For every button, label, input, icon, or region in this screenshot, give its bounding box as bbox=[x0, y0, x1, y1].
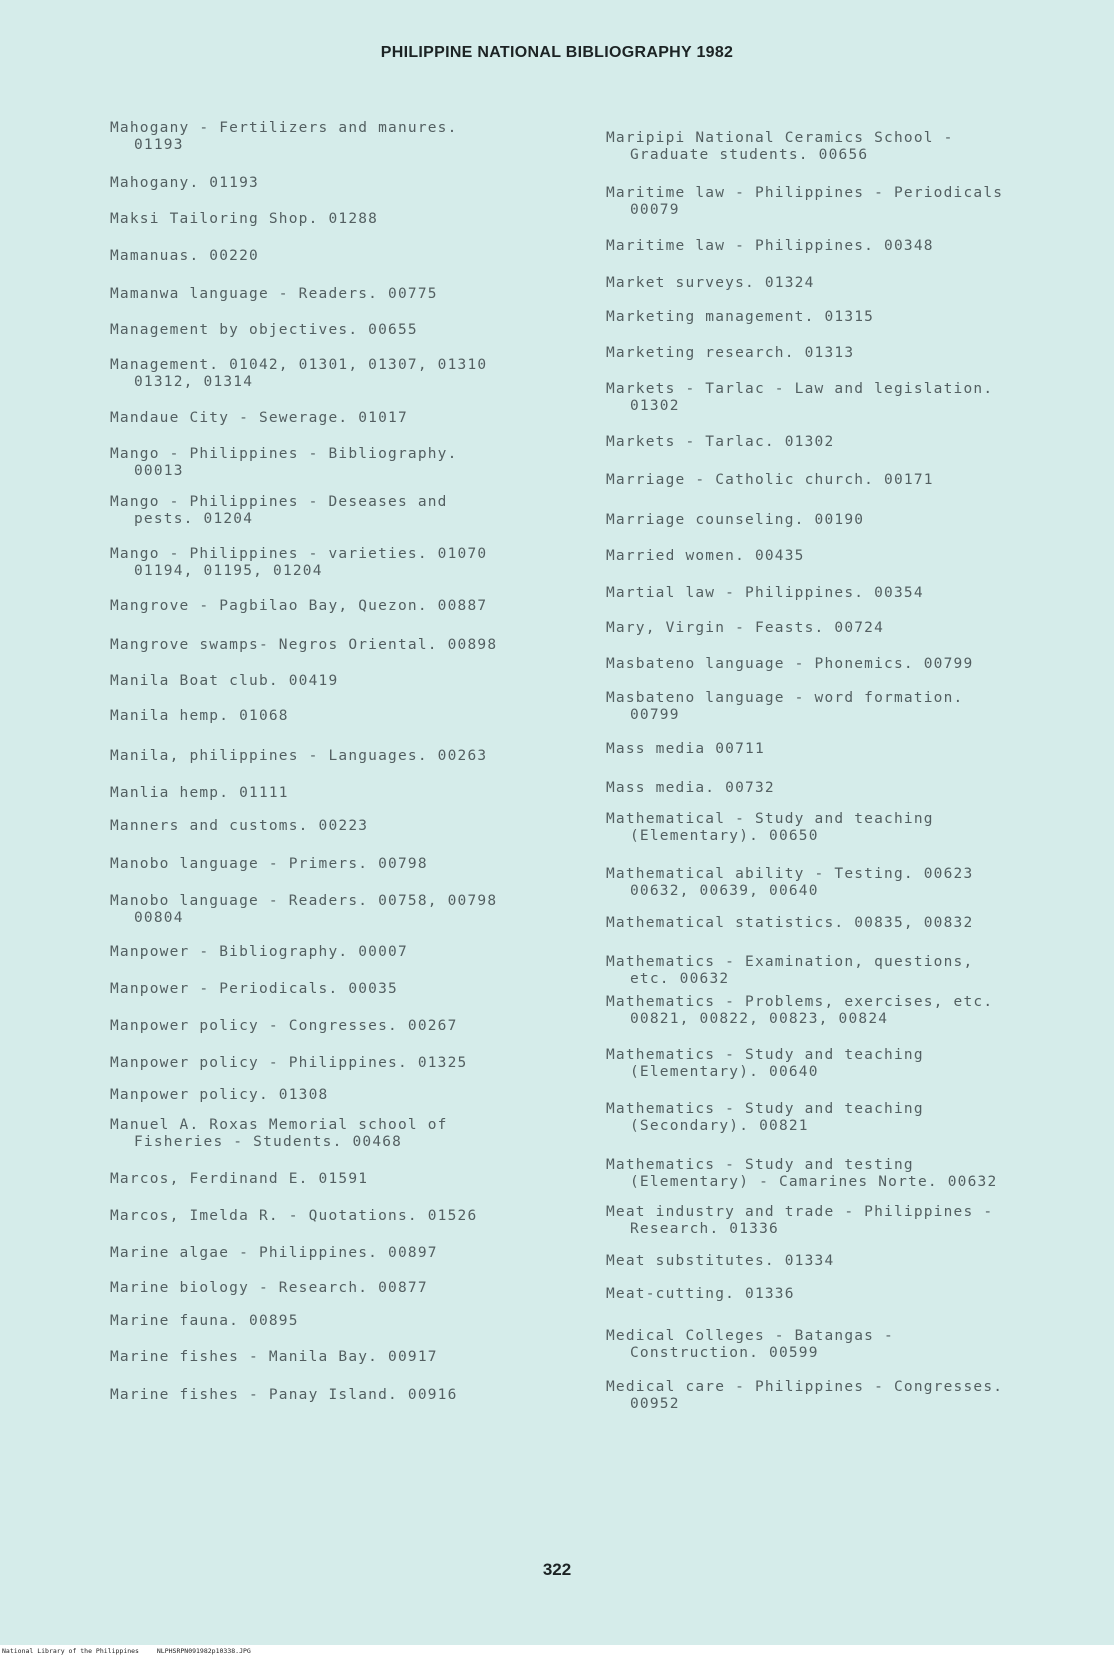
entry-heading: Mango - Philippines - Deseases and bbox=[110, 494, 448, 510]
entry-continuation: 01312, 01314 bbox=[134, 374, 254, 390]
index-entry bbox=[606, 1204, 993, 1238]
index-entry bbox=[606, 866, 973, 900]
index-entry bbox=[110, 1055, 467, 1072]
entry-continuation: 00804 bbox=[134, 910, 184, 926]
index-entry bbox=[110, 673, 338, 690]
entry-heading: Mangrove - Pagbilao Bay, Quezon. 00887 bbox=[110, 598, 488, 614]
entry-continuation: Graduate students. 00656 bbox=[630, 147, 869, 163]
entry-continuation: 00013 bbox=[134, 463, 184, 479]
index-entry bbox=[606, 780, 775, 797]
entry-heading: Maritime law - Philippines. 00348 bbox=[606, 238, 934, 254]
index-entry bbox=[110, 1117, 448, 1151]
entry-heading: Mathematics - Problems, exercises, etc. bbox=[606, 994, 994, 1010]
index-entry bbox=[110, 1018, 458, 1035]
index-entry bbox=[110, 494, 448, 528]
entry-continuation: 00952 bbox=[630, 1396, 680, 1412]
index-entry bbox=[110, 322, 418, 339]
index-entry bbox=[110, 818, 368, 835]
index-entry bbox=[606, 656, 973, 673]
entry-continuation: (Elementary). 00640 bbox=[630, 1064, 819, 1080]
entry-continuation: pests. 01204 bbox=[134, 511, 254, 527]
entry-heading: Manpower - Periodicals. 00035 bbox=[110, 981, 398, 997]
entry-heading: Meat-cutting. 01336 bbox=[606, 1286, 795, 1302]
entry-continuation: 00821, 00822, 00823, 00824 bbox=[630, 1011, 889, 1027]
entry-heading: Mass media 00711 bbox=[606, 741, 765, 757]
index-entry bbox=[606, 1286, 795, 1303]
index-entry bbox=[110, 981, 398, 998]
entry-heading: Manila, philippines - Languages. 00263 bbox=[110, 748, 488, 764]
entry-heading: Manlia hemp. 01111 bbox=[110, 785, 289, 801]
index-entry bbox=[606, 548, 805, 565]
entry-heading: Married women. 00435 bbox=[606, 548, 805, 564]
index-entry bbox=[606, 381, 993, 415]
index-entry bbox=[110, 1313, 299, 1330]
entry-heading: Manpower policy - Congresses. 00267 bbox=[110, 1018, 458, 1034]
entry-continuation: 00632, 00639, 00640 bbox=[630, 883, 819, 899]
footer-filename: NLPHSRPN091982p10338.JPG bbox=[156, 1647, 251, 1655]
entry-continuation: 00079 bbox=[630, 202, 680, 218]
entry-heading: Mathematical ability - Testing. 00623 bbox=[606, 866, 974, 882]
index-entry bbox=[110, 637, 497, 654]
index-entry bbox=[606, 690, 963, 724]
index-entry bbox=[110, 1208, 477, 1225]
entry-continuation: (Elementary) - Camarines Norte. 00632 bbox=[630, 1174, 998, 1190]
entry-heading: Mathematical statistics. 00835, 00832 bbox=[606, 915, 974, 931]
entry-heading: Mamanwa language - Readers. 00775 bbox=[110, 286, 438, 302]
entry-heading: Mathematics - Study and testing bbox=[606, 1157, 914, 1173]
entry-heading: Marketing management. 01315 bbox=[606, 309, 875, 325]
index-entry bbox=[606, 238, 934, 255]
index-entry bbox=[110, 175, 259, 192]
footer bbox=[0, 1645, 1114, 1658]
index-entry bbox=[110, 1171, 368, 1188]
entry-heading: Manpower - Bibliography. 00007 bbox=[110, 944, 408, 960]
entry-heading: Marcos, Imelda R. - Quotations. 01526 bbox=[110, 1208, 478, 1224]
entry-heading: Meat substitutes. 01334 bbox=[606, 1253, 835, 1269]
index-entry bbox=[110, 708, 289, 725]
index-entry bbox=[110, 785, 289, 802]
index-entry bbox=[110, 598, 487, 615]
index-entry bbox=[110, 893, 497, 927]
entry-heading: Maritime law - Philippines - Periodicals bbox=[606, 185, 1004, 201]
entry-heading: Medical Colleges - Batangas - bbox=[606, 1328, 894, 1344]
entry-heading: Medical care - Philippines - Congresses. bbox=[606, 1379, 1004, 1395]
index-entry bbox=[110, 1245, 438, 1262]
entry-heading: Mass media. 00732 bbox=[606, 780, 775, 796]
entry-heading: Mathematical - Study and teaching bbox=[606, 811, 934, 827]
index-entry bbox=[110, 1387, 458, 1404]
page-number: 322 bbox=[542, 1560, 572, 1579]
entry-heading: Mango - Philippines - Bibliography. bbox=[110, 446, 458, 462]
index-entry bbox=[606, 512, 864, 529]
index-entry bbox=[606, 811, 934, 845]
entry-heading: Marcos, Ferdinand E. 01591 bbox=[110, 1171, 369, 1187]
entry-heading: Mamanuas. 00220 bbox=[110, 248, 259, 264]
entry-continuation: Research. 01336 bbox=[630, 1221, 779, 1237]
index-entry bbox=[110, 410, 408, 427]
entry-heading: Marine fishes - Manila Bay. 00917 bbox=[110, 1349, 438, 1365]
index-entry bbox=[110, 546, 487, 580]
index-entry bbox=[110, 1087, 328, 1104]
index-entry bbox=[606, 1328, 894, 1362]
entry-heading: Martial law - Philippines. 00354 bbox=[606, 585, 924, 601]
index-entry bbox=[606, 434, 834, 451]
index-entry bbox=[110, 856, 428, 873]
entry-heading: Manpower policy - Philippines. 01325 bbox=[110, 1055, 468, 1071]
entry-heading: Manobo language - Readers. 00758, 00798 bbox=[110, 893, 498, 909]
entry-heading: Masbateno language - Phonemics. 00799 bbox=[606, 656, 974, 672]
entry-heading: Mary, Virgin - Feasts. 00724 bbox=[606, 620, 885, 636]
index-entry bbox=[606, 472, 934, 489]
index-entry bbox=[110, 1280, 428, 1297]
index-entry bbox=[110, 357, 487, 391]
entry-heading: Markets - Tarlac - Law and legislation. bbox=[606, 381, 994, 397]
index-entry bbox=[110, 248, 259, 265]
entry-continuation: 00799 bbox=[630, 707, 680, 723]
index-entry bbox=[606, 620, 884, 637]
entry-heading: Mangrove swamps- Negros Oriental. 00898 bbox=[110, 637, 498, 653]
entry-heading: Markets - Tarlac. 01302 bbox=[606, 434, 835, 450]
index-entry bbox=[606, 275, 815, 292]
entry-heading: Management. 01042, 01301, 01307, 01310 bbox=[110, 357, 488, 373]
page-title: PHILIPPINE NATIONAL BIBLIOGRAPHY 1982 bbox=[380, 44, 734, 61]
entry-heading: Manpower policy. 01308 bbox=[110, 1087, 329, 1103]
index-entry bbox=[606, 1379, 1003, 1413]
index-entry bbox=[606, 585, 924, 602]
entry-heading: Mahogany - Fertilizers and manures. bbox=[110, 120, 458, 136]
index-entry bbox=[606, 185, 1003, 219]
entry-continuation: (Elementary). 00650 bbox=[630, 828, 819, 844]
entry-continuation: (Secondary). 00821 bbox=[630, 1118, 809, 1134]
entry-heading: Mathematics - Study and teaching bbox=[606, 1101, 924, 1117]
entry-heading: Manuel A. Roxas Memorial school of bbox=[110, 1117, 448, 1133]
index-entry bbox=[110, 944, 408, 961]
entry-heading: Marriage - Catholic church. 00171 bbox=[606, 472, 934, 488]
entry-heading: Mathematics - Study and teaching bbox=[606, 1047, 924, 1063]
entry-heading: Marine fauna. 00895 bbox=[110, 1313, 299, 1329]
entry-continuation: Fisheries - Students. 00468 bbox=[134, 1134, 403, 1150]
entry-heading: Management by objectives. 00655 bbox=[110, 322, 418, 338]
entry-heading: Manila hemp. 01068 bbox=[110, 708, 289, 724]
entry-continuation: 01302 bbox=[630, 398, 680, 414]
index-entry bbox=[606, 1253, 834, 1270]
index-entry bbox=[606, 954, 973, 988]
index-entry bbox=[110, 1349, 438, 1366]
index-entry bbox=[606, 309, 874, 326]
footer-library: National Library of the Philippines bbox=[2, 1647, 139, 1655]
entry-heading: Mango - Philippines - varieties. 01070 bbox=[110, 546, 488, 562]
entry-heading: Manila Boat club. 00419 bbox=[110, 673, 339, 689]
entry-heading: Mahogany. 01193 bbox=[110, 175, 259, 191]
entry-heading: Marine algae - Philippines. 00897 bbox=[110, 1245, 438, 1261]
entry-heading: Maksi Tailoring Shop. 01288 bbox=[110, 211, 379, 227]
entry-heading: Marketing research. 01313 bbox=[606, 345, 855, 361]
index-entry bbox=[110, 286, 438, 303]
index-entry bbox=[110, 446, 458, 480]
entry-heading: Meat industry and trade - Philippines - bbox=[606, 1204, 994, 1220]
entry-continuation: etc. 00632 bbox=[630, 971, 730, 987]
index-entry bbox=[606, 994, 993, 1028]
index-entry bbox=[110, 120, 458, 154]
index-entry bbox=[606, 1047, 924, 1081]
entry-heading: Masbateno language - word formation. bbox=[606, 690, 964, 706]
entry-heading: Marriage counseling. 00190 bbox=[606, 512, 865, 528]
entry-heading: Marine fishes - Panay Island. 00916 bbox=[110, 1387, 458, 1403]
entry-heading: Manners and customs. 00223 bbox=[110, 818, 369, 834]
entry-continuation: 01194, 01195, 01204 bbox=[134, 563, 323, 579]
index-entry bbox=[606, 345, 854, 362]
entry-heading: Mathematics - Examination, questions, bbox=[606, 954, 974, 970]
index-entry bbox=[606, 130, 954, 164]
entry-heading: Marine biology - Research. 00877 bbox=[110, 1280, 428, 1296]
index-entry bbox=[110, 748, 487, 765]
index-entry bbox=[606, 741, 765, 758]
index-entry bbox=[606, 915, 973, 932]
entry-heading: Market surveys. 01324 bbox=[606, 275, 815, 291]
index-entry bbox=[110, 211, 378, 228]
index-entry bbox=[606, 1157, 997, 1191]
entry-heading: Maripipi National Ceramics School - bbox=[606, 130, 954, 146]
entry-continuation: 01193 bbox=[134, 137, 184, 153]
index-entry bbox=[606, 1101, 924, 1135]
entry-heading: Mandaue City - Sewerage. 01017 bbox=[110, 410, 408, 426]
entry-continuation: Construction. 00599 bbox=[630, 1345, 819, 1361]
entry-heading: Manobo language - Primers. 00798 bbox=[110, 856, 428, 872]
